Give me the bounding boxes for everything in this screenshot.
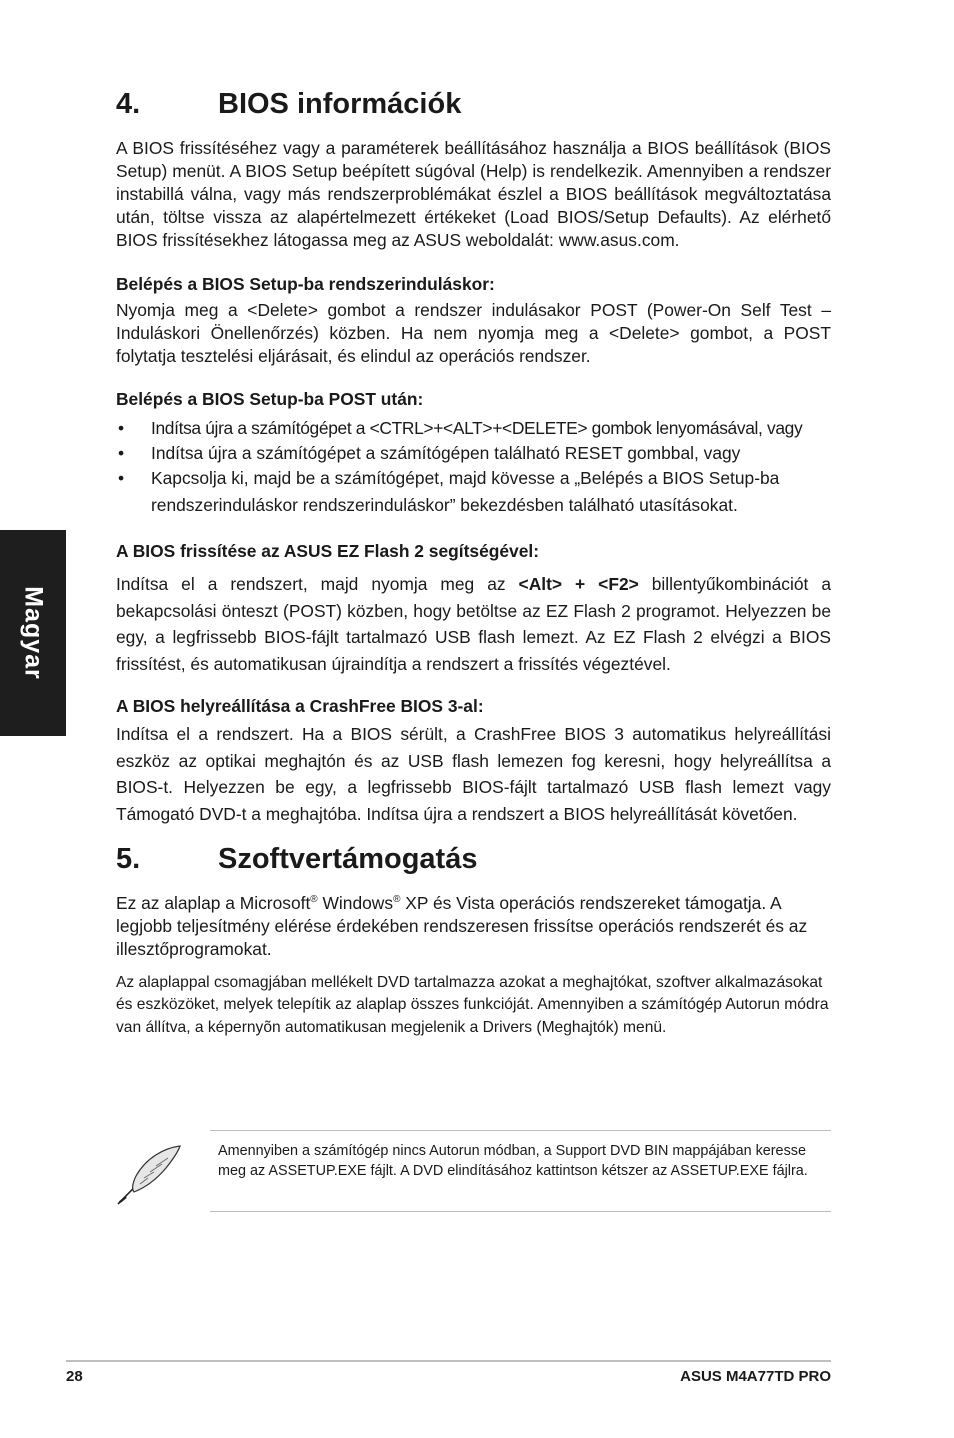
footer-divider: [66, 1360, 831, 1362]
section-title: BIOS információk: [218, 88, 462, 120]
post-entry-list: [116, 417, 831, 519]
crashfree-paragraph: Indítsa el a rendszert. Ha a BIOS sérült, a CrashFree BIOS 3 automatikus helyreállítási eszköz az optikai meghajtón és az USB flash lemezen fog keresni, hogy helyreállítsa a BIOS-t. Helyezzen be egy, a legfrissebb BIOS-fájlt tartalmazó USB flash lemezt vagy Támogató DVD-t a meghajtóba. Indítsa újra a rendszert a BIOS helyreállítását követően.: [116, 724, 831, 824]
product-name: ASUS M4A77TD PRO: [680, 1368, 831, 1385]
software-paragraph-1: Ez az alaplap a Microsoft® Windows® XP és Vista operációs rendszereket támogatja. A legjobb teljesítmény elérése érdekében rendszeresen frissítse operációs rendszerét és az illesztőprogramokat.: [116, 892, 808, 959]
list-item: [116, 465, 831, 519]
ezflash-paragraph: Indítsa el a rendszert, majd nyomja meg az <Alt> + <F2> billentyűkombinációt a bekapcsolási önteszt (POST) közben, hogy betöltse az EZ Flash 2 programot. Helyezzen be egy, a legfrissebb BIOS-fájlt tartalmazó USB flash lemezt. Az EZ Flash 2 elvégzi a BIOS frissítést, és automatikusan újraindítja a rendszert a frissítés végeztével.: [116, 574, 832, 674]
feather-quill-icon: [110, 1140, 184, 1210]
registered-mark: ®: [393, 894, 401, 905]
list-item: [116, 417, 831, 440]
list-item-text: Indítsa újra a számítógépet a <CTRL>+<ALT>+<DELETE> gombok lenyomásával, vagy: [151, 418, 803, 438]
section-number: 5.: [116, 843, 141, 875]
section-title: Szoftvertámogatás: [218, 843, 478, 875]
language-label: Magyar: [19, 586, 48, 680]
software-paragraph-2: Az alaplappal csomagjában mellékelt DVD tartalmazza azokat a meghajtókat, szoftver alkalmazásokat és eszközöket, melyek telepítik az alaplap összes funkcióját. Amennyiben a számítógép Autorun módra van állítva, a képernyõn automatikusan megjelenik a Drivers (Meghajtók) menü.: [116, 973, 829, 1036]
page-number: 28: [66, 1368, 83, 1385]
bios-intro-paragraph: A BIOS frissítéséhez vagy a paraméterek beállításához használja a BIOS beállítások (BIOS Setup) menüt. A BIOS Setup beépített súgóval (Help) is rendelkezik. Amennyiben a rendszer instabillá válna, vagy más rendszerproblémákat észlel a BIOS beállítások megváltoztatása után, töltse vissza az alapértelmezett értékeket (Load BIOS/Setup Defaults). Az elérhető BIOS frissítésekhez látogassa meg az ASUS weboldalát: www.asus.com.: [116, 138, 831, 250]
note-text: Amennyiben a számítógép nincs Autorun módban, a Support DVD BIN mappájában keresse meg az ASSETUP.EXE fájlt. A DVD elindításához kattintson kétszer az ASSETUP.EXE fájlra.: [218, 1143, 808, 1179]
page-content: [116, 88, 831, 1039]
bullet-glyph: •: [118, 443, 125, 463]
boot-entry-heading: Belépés a BIOS Setup-ba rendszerinduláskor:: [116, 274, 495, 294]
section-number: 4.: [116, 88, 141, 120]
crashfree-heading: A BIOS helyreállítása a CrashFree BIOS 3-al:: [116, 696, 484, 716]
boot-entry-paragraph: Nyomja meg a <Delete> gombot a rendszer indulásakor POST (Power-On Self Test – Induláskori Önellenőrzés) közben. Ha nem nyomja meg a <Delete> gombot, a POST folytatja tesztelési eljárásait, és elindul az operációs rendszer.: [116, 300, 831, 366]
section-5-heading: [116, 843, 831, 876]
bullet-glyph: •: [118, 418, 124, 438]
note-box: [210, 1130, 831, 1212]
post-entry-heading: Belépés a BIOS Setup-ba POST után:: [116, 389, 424, 409]
list-item-text: Indítsa újra a számítógépet a számítógépen található RESET gombbal, vagy: [151, 443, 741, 463]
language-side-tab: [0, 530, 66, 736]
section-4-heading: [116, 88, 831, 121]
list-item: [116, 442, 831, 465]
ezflash-heading: A BIOS frissítése az ASUS EZ Flash 2 segítségével:: [116, 541, 540, 561]
registered-mark: ®: [310, 894, 318, 905]
key-combination: <Alt> + <F2>: [518, 574, 639, 594]
list-item-text: Kapcsolja ki, majd be a számítógépet, majd kövesse a „Belépés a BIOS Setup-ba rendszerinduláskor rendszerinduláskor” bekezdésben található utasításokat.: [151, 468, 780, 515]
bullet-glyph: •: [118, 468, 125, 488]
